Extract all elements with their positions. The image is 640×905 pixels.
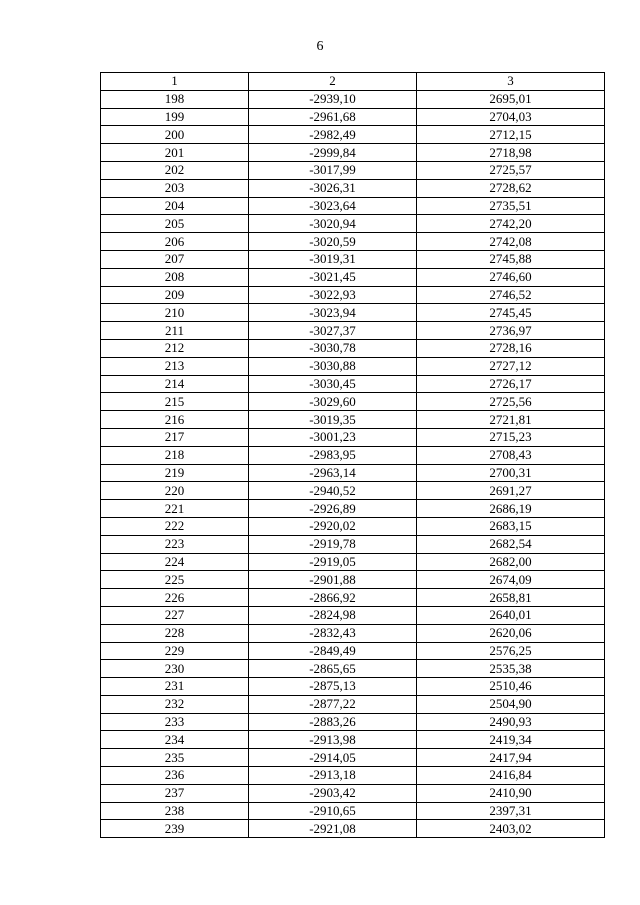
table-cell-col2: -2999,84	[249, 144, 417, 162]
table-row	[101, 286, 605, 304]
table-row	[101, 589, 605, 607]
table-row	[101, 660, 605, 678]
table-row	[101, 322, 605, 340]
table-cell-col2: -3026,31	[249, 179, 417, 197]
table-cell-col1: 218	[101, 446, 249, 464]
table-cell-col3: 2715,23	[417, 428, 605, 446]
table-cell-col1: 233	[101, 713, 249, 731]
table-row	[101, 535, 605, 553]
table-cell-col1: 212	[101, 339, 249, 357]
table-cell-col1: 221	[101, 500, 249, 518]
table-cell-col2: -3030,45	[249, 375, 417, 393]
table-cell-col3: 2682,54	[417, 535, 605, 553]
table-row	[101, 161, 605, 179]
table-cell-col2: -3001,23	[249, 428, 417, 446]
table-cell-col2: -2939,10	[249, 90, 417, 108]
table-cell-col1: 203	[101, 179, 249, 197]
table-row	[101, 108, 605, 126]
table-cell-col3: 2620,06	[417, 624, 605, 642]
table-cell-col1: 220	[101, 482, 249, 500]
table-cell-col2: -2961,68	[249, 108, 417, 126]
table-cell-col2: -3030,78	[249, 339, 417, 357]
table-header-row	[101, 73, 605, 91]
table-cell-col3: 2490,93	[417, 713, 605, 731]
table-cell-col3: 2417,94	[417, 749, 605, 767]
table-cell-col3: 2708,43	[417, 446, 605, 464]
table-cell-col2: -2919,78	[249, 535, 417, 553]
table-row	[101, 446, 605, 464]
table-cell-col3: 2683,15	[417, 517, 605, 535]
table-row	[101, 179, 605, 197]
table-row	[101, 393, 605, 411]
table-row	[101, 767, 605, 785]
table-cell-col2: -3020,94	[249, 215, 417, 233]
table-row	[101, 624, 605, 642]
table-row	[101, 411, 605, 429]
table-row	[101, 126, 605, 144]
table-cell-col2: -2920,02	[249, 517, 417, 535]
table-row	[101, 304, 605, 322]
table-cell-col3: 2742,08	[417, 233, 605, 251]
column-header-1: 1	[101, 73, 249, 91]
table-cell-col3: 2725,57	[417, 161, 605, 179]
table-cell-col1: 201	[101, 144, 249, 162]
table-cell-col1: 235	[101, 749, 249, 767]
table-cell-col1: 214	[101, 375, 249, 393]
table-cell-col2: -2883,26	[249, 713, 417, 731]
table-cell-col3: 2510,46	[417, 678, 605, 696]
column-header-2: 2	[249, 73, 417, 91]
table-row	[101, 713, 605, 731]
table-cell-col2: -2877,22	[249, 695, 417, 713]
table-cell-col3: 2704,03	[417, 108, 605, 126]
table-row	[101, 695, 605, 713]
table-cell-col2: -2901,88	[249, 571, 417, 589]
table-cell-col2: -3022,93	[249, 286, 417, 304]
table-row	[101, 606, 605, 624]
table-cell-col1: 209	[101, 286, 249, 304]
table-row	[101, 144, 605, 162]
table-cell-col2: -2824,98	[249, 606, 417, 624]
table-cell-col1: 199	[101, 108, 249, 126]
table-cell-col3: 2718,98	[417, 144, 605, 162]
table-cell-col1: 234	[101, 731, 249, 749]
table-cell-col2: -2919,05	[249, 553, 417, 571]
table-cell-col3: 2535,38	[417, 660, 605, 678]
table-cell-col1: 213	[101, 357, 249, 375]
table-cell-col3: 2725,56	[417, 393, 605, 411]
table-row	[101, 357, 605, 375]
table-cell-col3: 2695,01	[417, 90, 605, 108]
table-cell-col1: 206	[101, 233, 249, 251]
table-cell-col3: 2416,84	[417, 767, 605, 785]
table-cell-col2: -2926,89	[249, 500, 417, 518]
table-cell-col3: 2410,90	[417, 784, 605, 802]
table-cell-col2: -2866,92	[249, 589, 417, 607]
table-cell-col2: -3017,99	[249, 161, 417, 179]
table-cell-col2: -2914,05	[249, 749, 417, 767]
table-cell-col1: 229	[101, 642, 249, 660]
table-row	[101, 731, 605, 749]
table-cell-col1: 207	[101, 250, 249, 268]
table-cell-col3: 2691,27	[417, 482, 605, 500]
table-row	[101, 749, 605, 767]
table-cell-col1: 237	[101, 784, 249, 802]
table-cell-col3: 2726,17	[417, 375, 605, 393]
table-cell-col2: -3030,88	[249, 357, 417, 375]
table-cell-col1: 223	[101, 535, 249, 553]
table-cell-col2: -3027,37	[249, 322, 417, 340]
table-row	[101, 233, 605, 251]
table-row	[101, 268, 605, 286]
table-cell-col3: 2712,15	[417, 126, 605, 144]
table-row	[101, 784, 605, 802]
table-cell-col1: 227	[101, 606, 249, 624]
table-cell-col3: 2745,45	[417, 304, 605, 322]
table-cell-col1: 236	[101, 767, 249, 785]
table-row	[101, 678, 605, 696]
table-row	[101, 571, 605, 589]
table-cell-col2: -2832,43	[249, 624, 417, 642]
table-body	[101, 90, 605, 837]
table-cell-col1: 205	[101, 215, 249, 233]
table-row	[101, 802, 605, 820]
table-row	[101, 820, 605, 838]
table-cell-col3: 2746,60	[417, 268, 605, 286]
table-row	[101, 482, 605, 500]
table-cell-col3: 2403,02	[417, 820, 605, 838]
table-cell-col3: 2640,01	[417, 606, 605, 624]
table-cell-col3: 2728,16	[417, 339, 605, 357]
table-row	[101, 90, 605, 108]
table-cell-col3: 2397,31	[417, 802, 605, 820]
table-cell-col2: -2963,14	[249, 464, 417, 482]
table-cell-col3: 2721,81	[417, 411, 605, 429]
table-cell-col1: 198	[101, 90, 249, 108]
table-row	[101, 500, 605, 518]
table-cell-col2: -3023,64	[249, 197, 417, 215]
table-cell-col3: 2658,81	[417, 589, 605, 607]
table-cell-col2: -2940,52	[249, 482, 417, 500]
table-cell-col1: 224	[101, 553, 249, 571]
table-cell-col1: 232	[101, 695, 249, 713]
table-cell-col3: 2735,51	[417, 197, 605, 215]
table-cell-col2: -2903,42	[249, 784, 417, 802]
table-cell-col1: 210	[101, 304, 249, 322]
table-cell-col2: -3029,60	[249, 393, 417, 411]
table-cell-col2: -3019,35	[249, 411, 417, 429]
table-cell-col1: 228	[101, 624, 249, 642]
table-row	[101, 517, 605, 535]
table-cell-col1: 202	[101, 161, 249, 179]
table-cell-col1: 211	[101, 322, 249, 340]
table-cell-col2: -3019,31	[249, 250, 417, 268]
table-cell-col2: -2910,65	[249, 802, 417, 820]
table-row	[101, 464, 605, 482]
table-cell-col2: -3020,59	[249, 233, 417, 251]
table-cell-col1: 200	[101, 126, 249, 144]
table-cell-col3: 2576,25	[417, 642, 605, 660]
table-row	[101, 642, 605, 660]
coordinates-table	[100, 72, 605, 838]
table-row	[101, 428, 605, 446]
table-cell-col2: -2875,13	[249, 678, 417, 696]
page-number: 6	[316, 39, 324, 54]
table-row	[101, 339, 605, 357]
table-cell-col1: 239	[101, 820, 249, 838]
table-row	[101, 197, 605, 215]
table-cell-col3: 2686,19	[417, 500, 605, 518]
table-cell-col3: 2746,52	[417, 286, 605, 304]
table-cell-col1: 204	[101, 197, 249, 215]
table-cell-col2: -2921,08	[249, 820, 417, 838]
table-cell-col2: -2865,65	[249, 660, 417, 678]
table-cell-col3: 2700,31	[417, 464, 605, 482]
table-cell-col1: 208	[101, 268, 249, 286]
table-cell-col1: 238	[101, 802, 249, 820]
table-cell-col1: 215	[101, 393, 249, 411]
table-row	[101, 250, 605, 268]
table-cell-col1: 230	[101, 660, 249, 678]
table-cell-col2: -2913,18	[249, 767, 417, 785]
table-cell-col3: 2504,90	[417, 695, 605, 713]
table-row	[101, 215, 605, 233]
table-cell-col3: 2419,34	[417, 731, 605, 749]
table-cell-col3: 2728,62	[417, 179, 605, 197]
table-cell-col3: 2736,97	[417, 322, 605, 340]
table-cell-col1: 222	[101, 517, 249, 535]
table-row	[101, 553, 605, 571]
table-cell-col2: -2913,98	[249, 731, 417, 749]
table-cell-col1: 225	[101, 571, 249, 589]
table-cell-col3: 2682,00	[417, 553, 605, 571]
table-cell-col3: 2674,09	[417, 571, 605, 589]
table-cell-col1: 226	[101, 589, 249, 607]
table-cell-col1: 217	[101, 428, 249, 446]
table-cell-col3: 2727,12	[417, 357, 605, 375]
table-cell-col1: 219	[101, 464, 249, 482]
table-cell-col3: 2745,88	[417, 250, 605, 268]
table-cell-col2: -2849,49	[249, 642, 417, 660]
table-cell-col1: 216	[101, 411, 249, 429]
table-cell-col3: 2742,20	[417, 215, 605, 233]
table-cell-col1: 231	[101, 678, 249, 696]
table-cell-col2: -3021,45	[249, 268, 417, 286]
column-header-3: 3	[417, 73, 605, 91]
table-cell-col2: -2982,49	[249, 126, 417, 144]
table-cell-col2: -3023,94	[249, 304, 417, 322]
table-row	[101, 375, 605, 393]
table-cell-col2: -2983,95	[249, 446, 417, 464]
